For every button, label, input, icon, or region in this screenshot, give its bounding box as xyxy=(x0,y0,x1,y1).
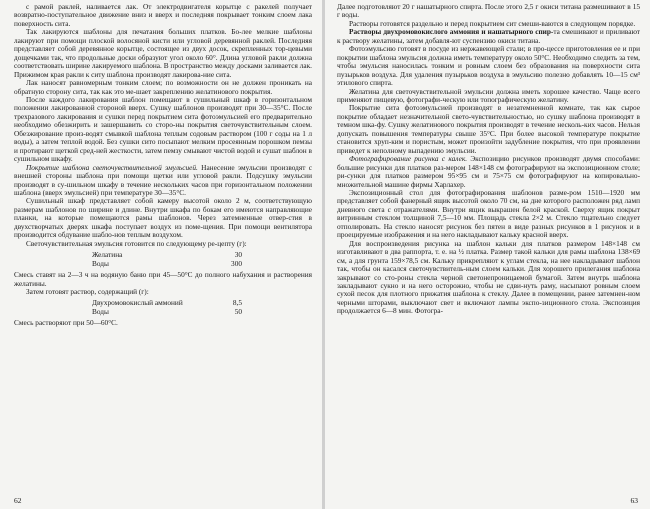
text-line: Растворы двухромовокислого аммония и нашатырного спир- xyxy=(349,27,554,37)
text-line: Покрытие сита фотоэмульсией производят в незатемненной xyxy=(349,103,554,113)
text-line: не должен проникать на обратную сторону сита, так как это ме- xyxy=(14,78,312,96)
text-line: для грунта 159×78,5 см. Кальку прикрепляют к углам стекла, на xyxy=(354,255,558,265)
recipe-ingredient: Воды xyxy=(92,258,109,268)
text-line: на 1 л воды), а затем теплой водой. Без сушки сито посыпают xyxy=(14,128,313,147)
text-line: спирта. xyxy=(369,78,393,88)
text-line: Так лакируются шаблоны для печатания больших платков. Бо- xyxy=(26,27,242,37)
text-line: шкаф в горизонтальном положении лакированной стороной вверх. xyxy=(14,94,312,113)
text-line: Смесь ставят на 2—3 ч на водяную баню при 45—50°С до полного xyxy=(14,270,230,280)
text-line: После каждого лакирования шаблон помещают в сушильный xyxy=(26,94,230,104)
recipe-row xyxy=(92,260,242,268)
right-page-number: 63 xyxy=(630,496,638,505)
text-line: та смешивают и приливают к раствору желатины, затем добавля- xyxy=(337,27,640,45)
recipe-row xyxy=(92,299,242,307)
text-line: стия в двухстворчатых дверях шкафа поступает воздух из поме- xyxy=(14,213,313,231)
text-line: Внутри шкафа по бокам его имеются направляющие планки, на xyxy=(14,204,312,223)
paragraph xyxy=(14,288,312,296)
text-line: Фотографирование рисунка с калек. Экспозицию рисунков xyxy=(349,154,542,164)
paragraph xyxy=(337,240,640,316)
text-line: щения. При помощи вентилятора производится обдувание шабло- xyxy=(14,221,312,240)
text-line: ют суспензию окиси титана. xyxy=(452,35,541,45)
text-line: Растворы готовятся раздельно и перед покрытием сит смеши- xyxy=(349,18,542,28)
text-line: изображения и на него накладывают кальку красной вверх. xyxy=(384,230,569,240)
text-line: ких часов. Нельзя допускать повышения температуры свыше xyxy=(337,120,640,138)
text-line: воздуха в эмульсию полезно добавлять 10—15 см³ этилового xyxy=(337,69,640,88)
text-line: хорошее качество. Чаще всего применяют пищевую, фотографи- xyxy=(337,86,640,104)
text-line: Экспозиционный стол для фотографирования шаблонов разме- xyxy=(349,187,570,197)
text-line: ½ платка. Размер такой кальки для рамы шаблона 138×69 см, а xyxy=(337,247,641,265)
recipe-amount: 300 xyxy=(231,258,242,268)
text-line: нее накладывают шаблон так, чтобы он касался светочувствитель- xyxy=(337,255,640,274)
paragraph xyxy=(14,240,312,248)
text-line: с отражателями. Внутри ящик выкрашен белой краской. Сверху xyxy=(387,204,595,214)
recipe-ingredient: Воды xyxy=(92,306,109,316)
left-page-number: 62 xyxy=(14,496,22,505)
text-line: Лак наносят равномерным тонким слоем; по возможности он xyxy=(26,78,229,88)
text-line: фу. Сушку желатинового покрытия производят в течение несколь- xyxy=(376,120,585,130)
text-line: шаблона закладывают сукно и на него осторожно, чтобы не сдви- xyxy=(337,272,640,290)
text-line: шает закреплению желатинового покрытия. xyxy=(135,86,273,96)
text-line: ны покрытия светочувствительным слоем. Обезжирование произ- xyxy=(14,120,313,138)
text-line: нов теплым воздухом. xyxy=(114,230,183,240)
text-line: щетки или угловой ракли. Подсушку эмульсии производят в су- xyxy=(14,171,312,189)
text-line: поверхности сита пузырьков воздуха. Для удаления пузырьков xyxy=(337,61,640,79)
text-line: стекло наносят рисунок без пятен в виде разных рисунков в 1 рисунок и в проецируемые xyxy=(337,221,640,240)
recipe-amount: 30 xyxy=(234,250,242,260)
text-line: Далее подготовляют 20 г нашатырного спирта. После этого xyxy=(337,2,523,11)
paragraph xyxy=(14,271,312,288)
text-line: прижатия шаблона к стеклу. Далее в помещении, ранее затемнен- xyxy=(420,289,628,299)
text-line: ракелей получает возвратно-поступательное движение вниз и вверх xyxy=(14,2,312,20)
text-line: набухания и растворения желатины. xyxy=(14,270,312,288)
text-line: Сушку шаблонов производят при 30—35°С. После трехразового xyxy=(14,103,312,121)
text-line: и последняя покрывает тонким слоем лака поверхность сита. xyxy=(14,10,312,28)
recipe-row xyxy=(92,308,242,316)
text-line: проявлении приведет к неполному выпадению эмульсии. xyxy=(337,137,641,155)
paragraph xyxy=(14,197,312,239)
text-line: роны стекла черной светонепроницаемой бумагой. Затем внутрь xyxy=(397,272,610,282)
text-line: Смесь растворяют при 50—60°С. xyxy=(14,318,118,328)
text-line: зиционного стола. Экспозиция продолжается 6—8 мин. Фотогра- xyxy=(337,297,640,316)
text-line: эмульсия наносилась тонким и ровным слоем без образования на xyxy=(359,61,580,71)
text-line: цевыми дощечками так, что продольные доски образуют угол xyxy=(14,44,313,62)
paragraph xyxy=(14,319,312,327)
text-line: или угловой деревянной раклей. Последняя представляет собой xyxy=(14,35,312,54)
text-line: 2,5 г окиси титана размешивают в 15 г воды. xyxy=(337,2,640,20)
text-line: ящик покрыт витринным стеклом толщиной 7,5—10 мм. Площадь xyxy=(337,204,640,223)
text-line: на копировально-множительной машине фирмы Харлахер. xyxy=(337,171,640,189)
left-text-column xyxy=(14,3,312,328)
text-line: Покрытие шаблона светочувствительной эмульсией. Нанесение xyxy=(26,162,235,172)
text-line: ние сита. xyxy=(203,69,232,79)
text-line: ваются в следующем порядке. xyxy=(541,18,636,28)
right-page xyxy=(325,0,650,509)
left-page xyxy=(0,0,322,509)
right-text-column xyxy=(337,3,640,316)
text-line: стекла 2×2 м. Стекло тщательно следует отполировать. На xyxy=(337,213,641,231)
text-line: предварительно необходимо обезжирить и зашершавить со сторо- xyxy=(14,111,312,130)
paragraph xyxy=(337,28,640,45)
text-line: Светочувствительная эмульсия готовится по следующему ре- xyxy=(26,238,218,248)
text-line: размером 148×148 см изготавливают в два раппорта, т. е. на xyxy=(337,238,641,257)
text-line: 35°С. При более высокой температуре покрытие становится хруп- xyxy=(337,128,640,147)
text-line: цессе приготовления ее и при покрытии шаблона эмульсия должна xyxy=(337,44,641,62)
paragraph xyxy=(337,189,640,240)
paragraph xyxy=(14,79,312,96)
paragraph xyxy=(14,28,312,79)
recipe-ingredient: Двухромовокислый аммоний xyxy=(92,298,183,308)
text-line: водят смывкой шаблона теплым содовым раствором (100 г соды xyxy=(85,128,291,138)
text-line: мелким просеянным порошком пемзы и протирают щеткой сред- xyxy=(14,137,312,155)
paragraph xyxy=(14,164,312,198)
text-line: комнате, так как сырое покрытие обладает незначительной свето- xyxy=(337,103,640,121)
text-line: чувствительностью, но сушку шаблона производят в темном шка- xyxy=(337,111,641,130)
text-line: 2 м, соответствующую размерам шаблонов по ширине и длине. xyxy=(14,196,312,214)
text-line: ческую или топографическую желатину. xyxy=(442,94,569,104)
paragraph xyxy=(14,3,312,28)
paragraph xyxy=(337,155,640,189)
text-line: лакирования и сушки перед покрытием сита фотоэмульсией его xyxy=(57,111,261,121)
paragraph xyxy=(14,96,312,164)
paragraph xyxy=(337,45,640,87)
paragraph xyxy=(337,88,640,105)
text-line: сунки для платков размером 95×95 см и 75×75 см фотографируют xyxy=(346,171,578,181)
recipe-amount: 50 xyxy=(234,306,242,316)
text-line: с рамой раклей, наливается лак. От электродвигателя корытце с xyxy=(26,2,250,11)
text-line: эмульсии производят с внешней стороны шаблона при помощи xyxy=(14,162,313,181)
text-line: ким и пористым, может произойти задубление покрытия, что при xyxy=(391,137,602,147)
text-line: нуть раму, насыпают ровным слоем сухой песок для плотного xyxy=(337,280,640,299)
text-line: мером 148×148 см фотографируют на экспозиционном столе; ри- xyxy=(337,162,640,181)
recipe-ingredient: Желатина xyxy=(92,250,123,260)
text-line: лее мелкие шаблоны лакируют при помощи плоской волосяной кисти xyxy=(14,27,312,45)
text-line: ном черными шторами, выключают свет и включают лампы экспо- xyxy=(337,289,640,307)
recipe-table xyxy=(92,299,242,316)
text-line: Сушильный шкаф представляет собой камеру высотой около xyxy=(26,196,232,206)
paragraph xyxy=(337,104,640,155)
text-line: цепту (г): xyxy=(217,238,247,248)
text-line: деревянное корытце, состоящее из двух досок, скрепленных тор- xyxy=(78,44,288,54)
text-line: производят двумя способами: большие рисунки для платков раз- xyxy=(337,154,640,172)
text-line: иметь температуру около 50°С. Необходимо следить за тем, чтобы xyxy=(337,52,640,71)
text-line: положении шаблона (вверх эмульсией) при температуре 30—35°С. xyxy=(14,179,312,197)
text-line: около 70 см, на дне которого расположен ряд ламп дневного света xyxy=(337,196,640,214)
text-line: ней жесткости, затем пемзу смывают чистой водой и сушат шаблон xyxy=(96,145,307,155)
recipe-table xyxy=(92,251,242,268)
text-line: Затем готовят раствор, содержащий (г): xyxy=(26,286,149,296)
text-line: Фотоэмульсию готовят в посуде из нержавеющей стали; в про- xyxy=(349,44,547,54)
text-line: лак. Прижимом края ракли к ситу шаблона производят лакирова- xyxy=(14,61,312,79)
text-line: шильном шкафу в течение нескольких часов при горизонтальном xyxy=(66,179,276,189)
text-line: ным слоем кальки. Для хорошего прилегания шаблона закрывают со сто- xyxy=(337,264,640,282)
text-line: Желатина для светочувствительной эмульсии должна иметь xyxy=(349,86,541,96)
text-line: в сушильном шкафу. xyxy=(14,145,312,164)
text-line: которые помещаются рамы шаблонов. Через затемненные отвер- xyxy=(58,213,289,223)
recipe-row xyxy=(92,251,242,259)
text-line: лакируемого шаблона. В пространство между досками заливается xyxy=(91,61,298,71)
text-line: Для воспроизведения рисунка на шаблон кальки для платков xyxy=(349,238,562,248)
paragraph xyxy=(337,3,640,20)
recipe-amount: 8,5 xyxy=(232,298,242,308)
text-line: около 60°. Длина угловой ракли должна соответствовать ширине xyxy=(14,52,312,71)
text-line: ром 1510—1920 мм представляет собой фанерный ящик высотой xyxy=(337,187,640,206)
